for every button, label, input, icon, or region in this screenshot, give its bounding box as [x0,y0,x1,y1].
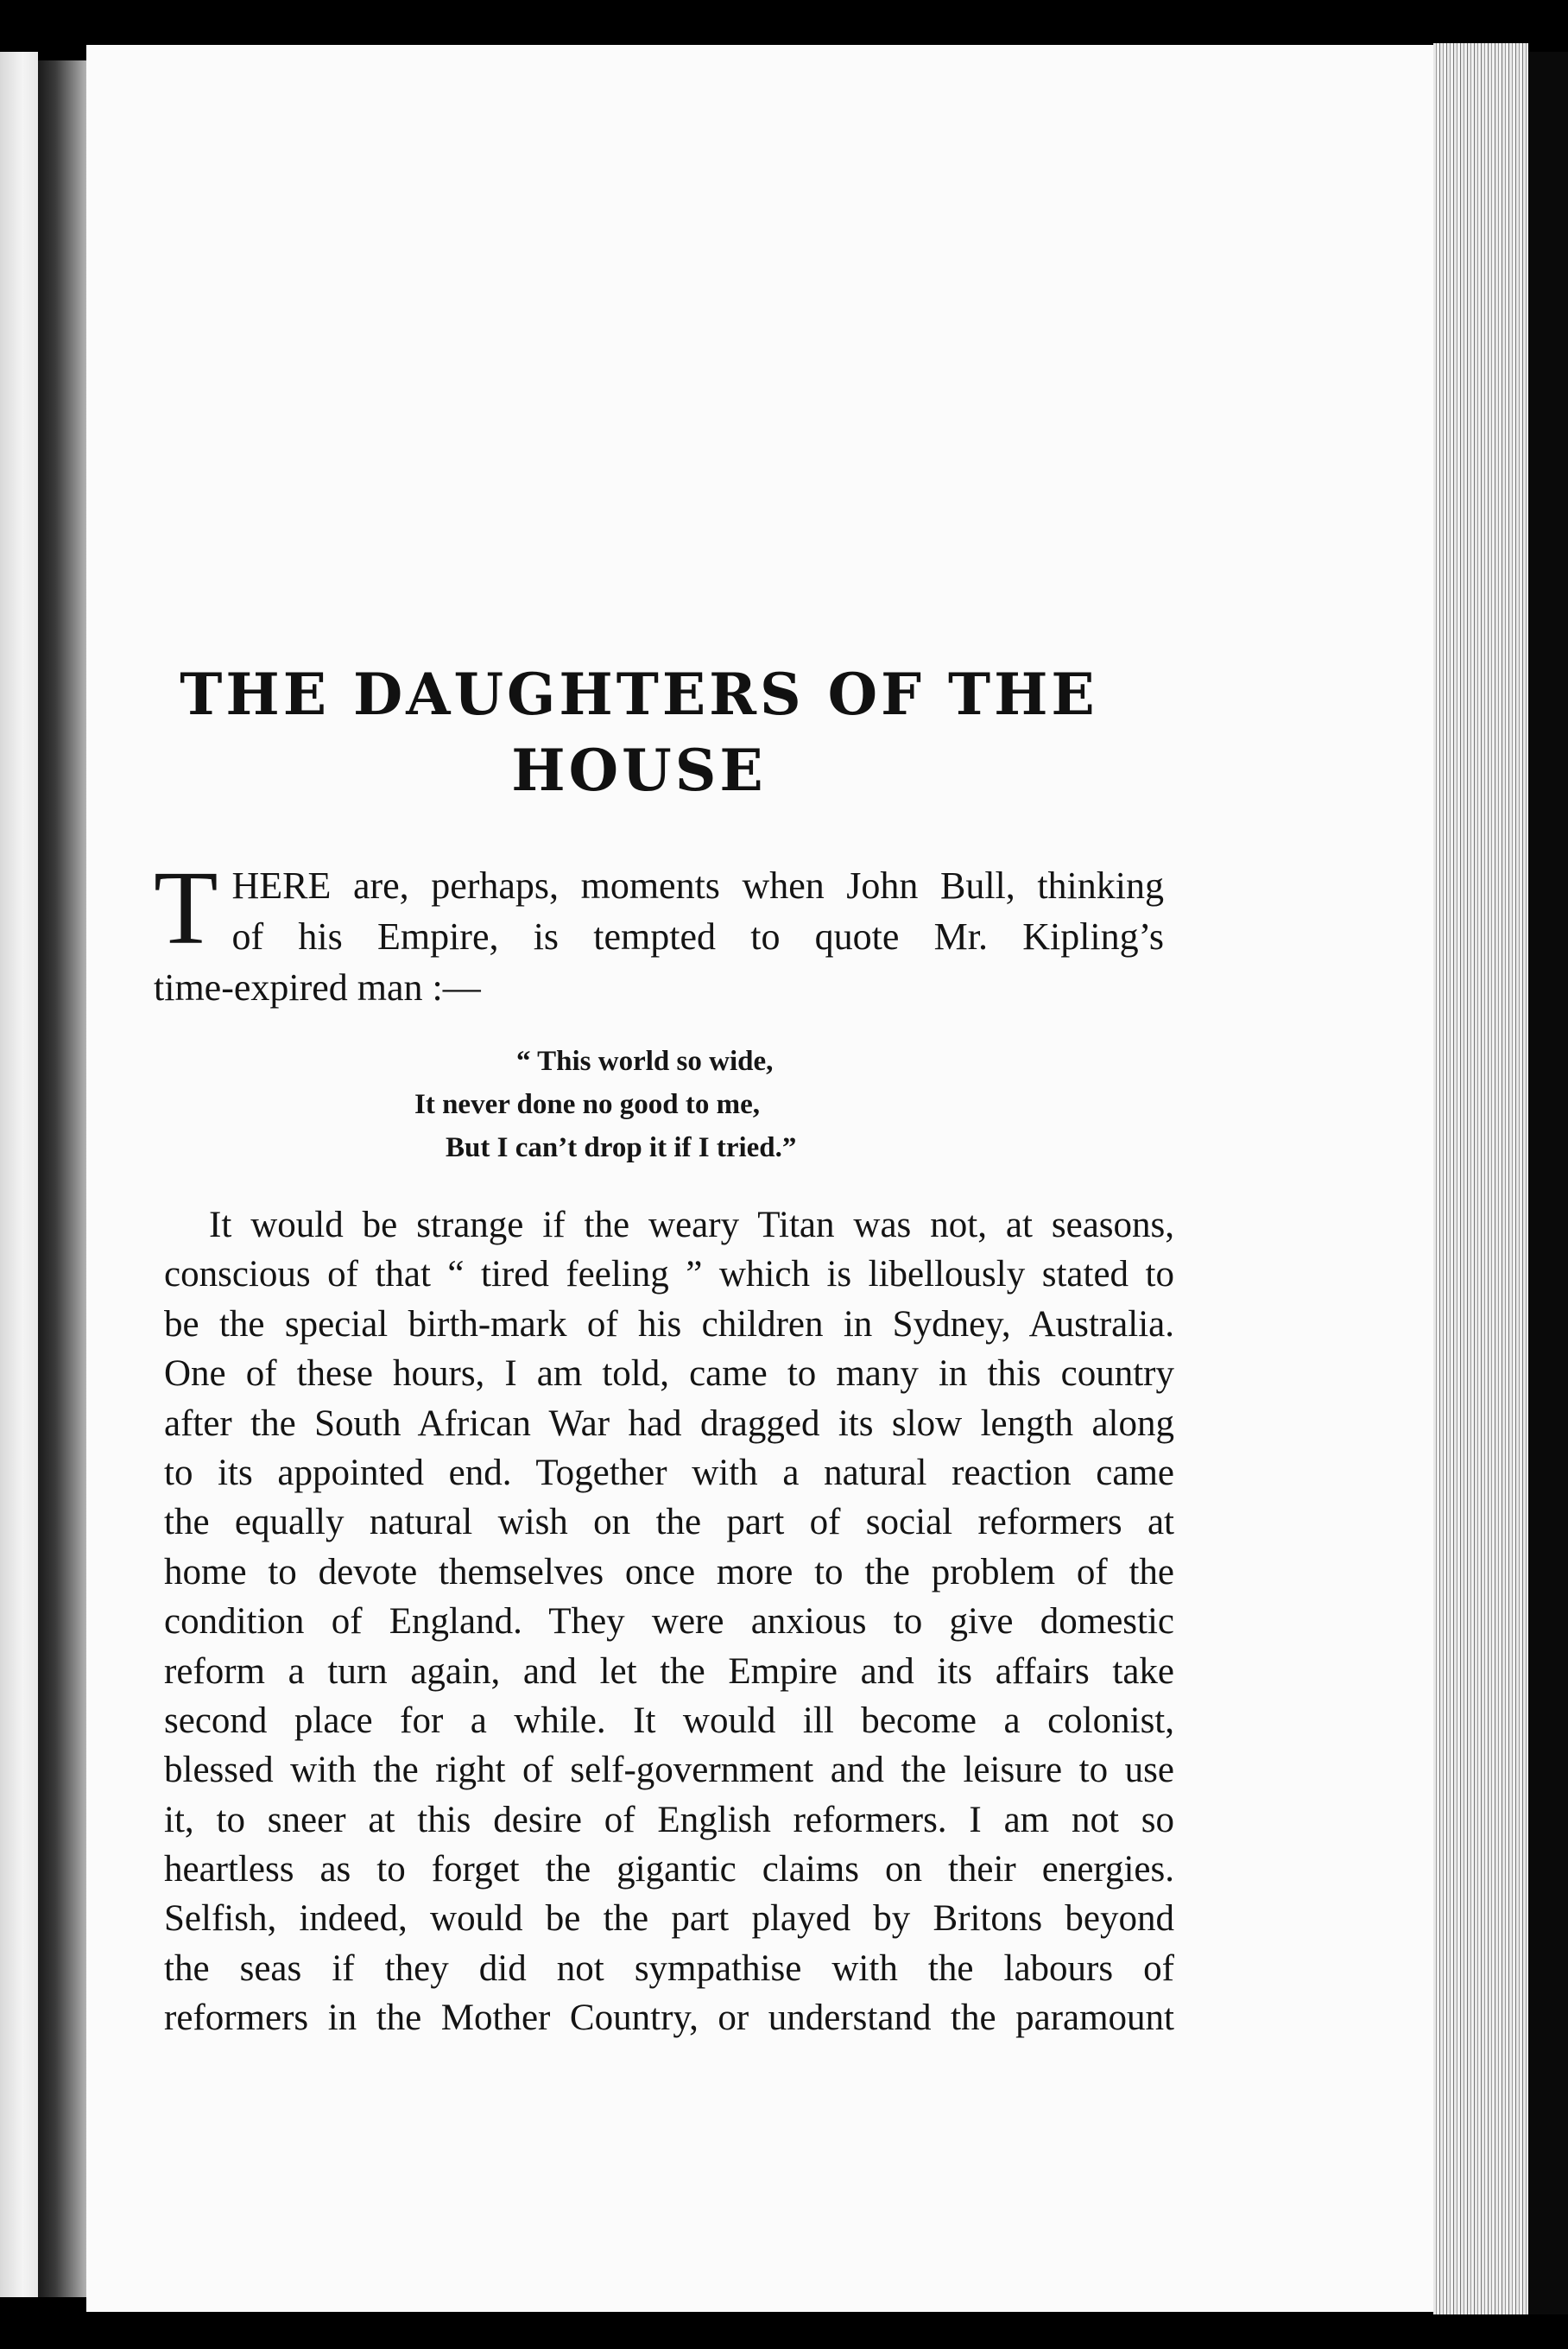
body-line: second place for a while. It would ill become a colonist, [164,1700,1174,1741]
chapter-title-line-1: THE DAUGHTERS OF THE [180,661,1098,728]
body-line: blessed with the right of self-government and the leisure to use [164,1750,1174,1791]
stacked-page-edges [1433,43,1528,2314]
verse-line-1: “ This world so wide, [516,1046,774,1077]
scan-background-edge [1528,52,1568,2314]
verse-line-2: It never done no good to me, [414,1089,760,1120]
opening-paragraph [154,850,1164,1013]
opening-line-3: time-expired man :— [154,966,481,1009]
body-line: be the special birth-mark of his children in Sydney, Australia. [164,1303,1174,1345]
body-line: condition of England. They were anxious to give domestic [164,1601,1174,1643]
body-line: reform a turn again, and let the Empire and its affairs take [164,1650,1174,1692]
body-line: it, to sneer at this desire of English reformers. I am not so [164,1799,1174,1840]
body-line: Selfish, indeed, would be the part played by Britons beyond [164,1898,1174,1940]
body-line: conscious of that “ tired feeling ” which is libellously stated to [164,1254,1174,1295]
body-line: It would be strange if the weary Titan was not, at seasons, [209,1205,1174,1245]
opening-small-caps-word: HERE [231,864,332,907]
opening-line-2: of his Empire, is tempted to quote Mr. Kipling’s [231,915,1164,958]
body-line: to its appointed end. Together with a natural reaction came [164,1452,1174,1493]
opening-line-1 [154,860,1164,911]
body-line: after the South African War had dragged its slow length along [164,1402,1174,1444]
opening-line-1-text: are, perhaps, moments when John Bull, thinking [331,864,1164,907]
verse-line-3: But I can’t drop it if I tried.” [446,1132,797,1163]
chapter-title-line-2: HOUSE [511,737,767,804]
drop-cap-letter: T [154,850,218,966]
body-line: One of these hours, I am told, came to many in this country [164,1353,1174,1395]
quoted-verse [414,1040,796,1169]
body-line: home to devote themselves once more to the problem of the [164,1551,1174,1592]
chapter-title [155,656,1122,808]
body-line: the equally natural wish on the part of social reformers at [164,1502,1174,1543]
body-line: heartless as to forget the gigantic claims on their energies. [164,1849,1174,1890]
previous-page-edge [0,52,38,2297]
body-line: reformers in the Mother Country, or understand the paramount [164,1998,1174,2039]
body-line: the seas if they did not sympathise with the labours of [164,1947,1174,1989]
body-paragraph [164,1200,1174,2043]
